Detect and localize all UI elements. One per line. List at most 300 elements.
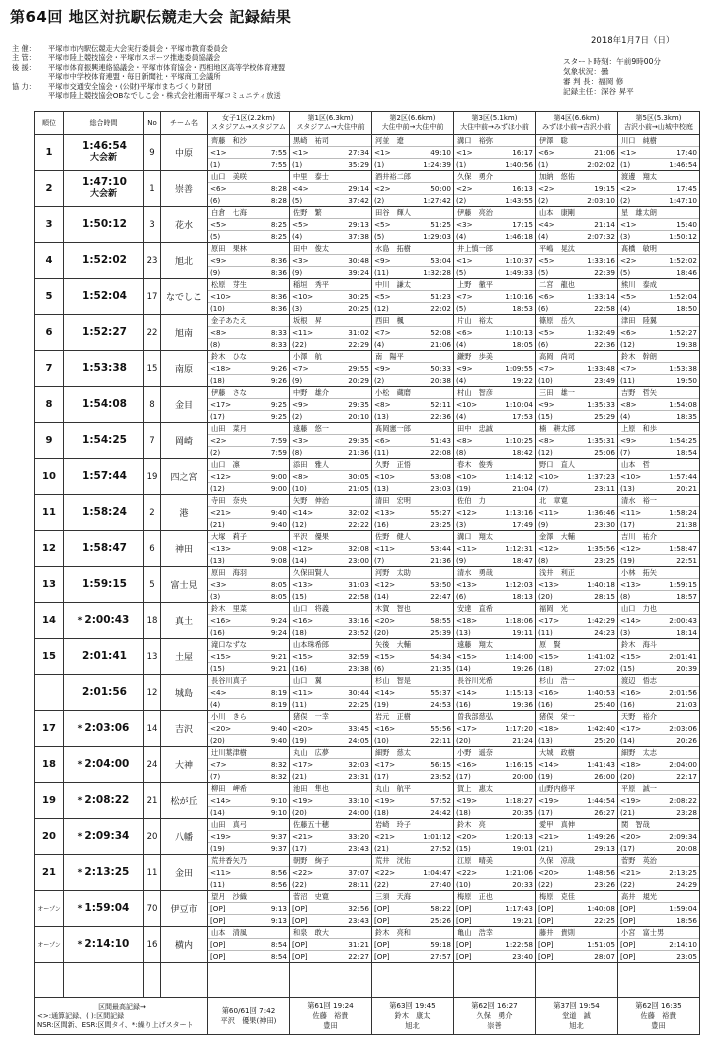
rank-cell: 15 <box>35 639 64 675</box>
section-cell <box>536 459 618 495</box>
runner-name: 関 智哉 <box>618 819 699 831</box>
section-record-time: (8) 8:33 <box>210 340 287 349</box>
section-cell <box>208 351 290 387</box>
section-record-time: (11) 1:32:28 <box>374 268 451 277</box>
section-cell <box>290 243 372 279</box>
cumulative-record: <15> 1:14:00 <box>456 652 533 661</box>
section-cell <box>454 531 536 567</box>
section-cell <box>454 351 536 387</box>
cumulative-record: <14> 1:41:43 <box>538 760 615 769</box>
organizer-line: 主 管： 平塚市陸上競技協会・平塚市スポーツ推進委員協議会 <box>12 53 221 63</box>
runner-name: 溝口 翔太 <box>454 531 535 543</box>
section-cell <box>454 567 536 603</box>
cumulative-record: <16> 55:56 <box>374 724 451 733</box>
runner-name: 中川 謙太 <box>372 279 453 291</box>
rank-cell: 4 <box>35 243 64 279</box>
section-record-time: (1) 1:40:56 <box>456 160 533 169</box>
runner-name: 細野 太志 <box>618 747 699 759</box>
header-section: 第3区(5.1km) 大住中前→みずほ小前 <box>454 112 536 135</box>
runner-name: 平嶋 晃汰 <box>536 243 617 255</box>
table-row <box>35 711 700 747</box>
team-name: 真土 <box>161 603 208 639</box>
cumulative-record: <15> 9:21 <box>210 652 287 661</box>
section-cell <box>290 459 372 495</box>
section-record-time: (4) 8:19 <box>210 700 287 709</box>
team-number: 17 <box>144 279 161 315</box>
runner-name: 清水 勇哉 <box>454 567 535 579</box>
cumulative-record: <5> 51:25 <box>374 220 451 229</box>
section-record-time: (13) 22:36 <box>374 412 451 421</box>
total-time: * 2:13:25 <box>64 855 144 891</box>
cumulative-record: <18> 2:04:00 <box>620 760 697 769</box>
runner-name: 田谷 輝人 <box>372 207 453 219</box>
runner-name: 金澤 大輔 <box>536 531 617 543</box>
section-cell <box>372 351 454 387</box>
team-name: 神田 <box>161 531 208 567</box>
cumulative-record: <22> 1:04:47 <box>374 868 451 877</box>
runner-name: 山口 凛 <box>208 459 289 471</box>
cumulative-record: [OP] 31:21 <box>292 940 369 949</box>
cumulative-record: <7> 8:32 <box>210 760 287 769</box>
runner-name: 遠藤 翔太 <box>454 639 535 651</box>
cumulative-record: <6> 8:28 <box>210 184 287 193</box>
section-record-time: (4) 21:06 <box>374 340 451 349</box>
cumulative-record: <10> 1:14:12 <box>456 472 533 481</box>
section-record-time: (21) 23:28 <box>620 808 697 817</box>
section-record-time: (16) 23:25 <box>374 520 451 529</box>
runner-name: 岩崎 玲子 <box>372 819 453 831</box>
runner-name: 杉山 浩一 <box>536 675 617 687</box>
section-record-time: (5) 8:25 <box>210 232 287 241</box>
section-cell <box>454 243 536 279</box>
section-cell <box>372 207 454 243</box>
cumulative-record: <11> 30:44 <box>292 688 369 697</box>
section-record-time: (20) 25:39 <box>374 628 451 637</box>
cumulative-record: <8> 52:11 <box>374 400 451 409</box>
cumulative-record: <16> 1:40:53 <box>538 688 615 697</box>
section-cell <box>454 207 536 243</box>
section-cell <box>454 387 536 423</box>
cumulative-record: <21> 9:40 <box>210 508 287 517</box>
runner-name: 山本珠希郎 <box>290 639 371 651</box>
section-cell <box>372 531 454 567</box>
total-time: 1:54:08 <box>64 387 144 423</box>
runner-name: 三須 天海 <box>372 891 453 903</box>
section-cell <box>618 927 700 963</box>
cumulative-record: <9> 53:04 <box>374 256 451 265</box>
total-time: 1:54:25 <box>64 423 144 459</box>
runner-name: 小川 きら <box>208 711 289 723</box>
cumulative-record: <9> 1:09:55 <box>456 364 533 373</box>
runner-name: 津田 陸翼 <box>618 315 699 327</box>
organizer-line: 後 援： 平塚市体育振興連絡協議会・平塚市体育協会・西相地区高等学校体育連盟 <box>12 62 286 72</box>
runner-name: 平原 誠一 <box>618 783 699 795</box>
table-row <box>35 207 700 243</box>
record-label: 区間最高記録→ <box>98 1002 146 1011</box>
section-record-time: (16) 21:03 <box>620 700 697 709</box>
section-record-time: (2) 1:43:55 <box>456 196 533 205</box>
rank-cell: 18 <box>35 747 64 783</box>
cumulative-record: [OP] 1:51:05 <box>538 940 615 949</box>
runner-name: 寺田 奈央 <box>208 495 289 507</box>
team-number: 14 <box>144 711 161 747</box>
section-record-time: (17) 23:52 <box>374 772 451 781</box>
runner-name: 齊藤 和沙 <box>208 135 289 147</box>
section-cell <box>290 855 372 891</box>
runner-name: 長谷川光希 <box>454 675 535 687</box>
section-cell <box>454 783 536 819</box>
runner-name: 二宮 龍也 <box>536 279 617 291</box>
section-record-time: [OP] 28:07 <box>538 952 615 961</box>
team-number: 9 <box>144 135 161 171</box>
cumulative-record: <21> 1:49:26 <box>538 832 615 841</box>
section-record-time: [OP] 22:27 <box>292 952 369 961</box>
section-record-time: (12) 19:38 <box>620 340 697 349</box>
cumulative-record: <2> 7:59 <box>210 436 287 445</box>
section-cell <box>618 675 700 711</box>
cumulative-record: <13> 1:12:03 <box>456 580 533 589</box>
runner-name: 大塚 莉子 <box>208 531 289 543</box>
section-record-time: [OP] 23:43 <box>292 916 369 925</box>
section-record-time: (17) 23:43 <box>292 844 369 853</box>
team-number: 24 <box>144 747 161 783</box>
runner-name: 山口 翼 <box>290 675 371 687</box>
table-row <box>35 243 700 279</box>
runner-name: 矢野 伸治 <box>290 495 371 507</box>
section-cell <box>290 675 372 711</box>
cumulative-record: <12> 53:50 <box>374 580 451 589</box>
section-record-time: (9) 23:30 <box>538 520 615 529</box>
cumulative-record: <21> 1:01:12 <box>374 832 451 841</box>
section-record-time: (17) 26:27 <box>538 808 615 817</box>
section-cell <box>372 315 454 351</box>
team-name: 大神 <box>161 747 208 783</box>
team-number: 20 <box>144 819 161 855</box>
cumulative-record: <20> 9:40 <box>210 724 287 733</box>
runner-name: 丸山 広夢 <box>290 747 371 759</box>
section-cell <box>618 351 700 387</box>
section-cell <box>454 603 536 639</box>
section-record-time: (13) 25:20 <box>538 736 615 745</box>
section-cell <box>454 819 536 855</box>
team-name: 伊豆市 <box>161 891 208 927</box>
section-cell <box>618 171 700 207</box>
runner-name: 遠藤 悠一 <box>290 423 371 435</box>
cumulative-record: <6> 1:33:14 <box>538 292 615 301</box>
cumulative-record: <17> 2:03:06 <box>620 724 697 733</box>
section-record-time: (3) 18:14 <box>620 628 697 637</box>
team-number: 8 <box>144 387 161 423</box>
runner-name: 中野 雄介 <box>290 387 371 399</box>
runner-name: 加納 悠佑 <box>536 171 617 183</box>
cumulative-record: <11> 1:58:24 <box>620 508 697 517</box>
rank-cell: 5 <box>35 279 64 315</box>
section-cell <box>372 423 454 459</box>
section-cell <box>208 315 290 351</box>
section-cell <box>454 495 536 531</box>
cumulative-record: <10> 1:57:44 <box>620 472 697 481</box>
cumulative-record: [OP] 1:17:43 <box>456 904 533 913</box>
team-name: 松が丘 <box>161 783 208 819</box>
rank-cell: 20 <box>35 819 64 855</box>
runner-name: 篠原 岳久 <box>536 315 617 327</box>
runner-name: 荒井 洸佑 <box>372 855 453 867</box>
total-time: * 2:08:22 <box>64 783 144 819</box>
event-date: 2018年1月7日（日） <box>591 36 675 46</box>
section-record-time: (1) 35:29 <box>292 160 369 169</box>
section-record-time: (11) 24:23 <box>538 628 615 637</box>
section-cell <box>372 243 454 279</box>
section-record-time: (10) 22:11 <box>374 736 451 745</box>
cumulative-record: <20> 58:55 <box>374 616 451 625</box>
organizer-line: 主 催： 平塚市市内駅伝競走大会実行委員会・平塚市教育委員会 <box>12 44 228 53</box>
runner-name: 賀上 惠太 <box>454 783 535 795</box>
cumulative-record: <1> 16:17 <box>456 148 533 157</box>
section-cell <box>372 567 454 603</box>
section-record-time: (17) 20:00 <box>456 772 533 781</box>
runner-name: 山田 真弓 <box>208 819 289 831</box>
runner-name: 山本 哲 <box>618 459 699 471</box>
runner-name: 添田 雅人 <box>290 459 371 471</box>
cumulative-record: <3> 29:35 <box>292 436 369 445</box>
runner-name: 中里 泰士 <box>290 171 371 183</box>
table-row <box>35 531 700 567</box>
section-cell <box>618 819 700 855</box>
cumulative-record: <2> 19:15 <box>538 184 615 193</box>
runner-name: 河野 太助 <box>372 567 453 579</box>
section-record-time: (11) 22:25 <box>292 700 369 709</box>
cumulative-record: <1> 49:10 <box>374 148 451 157</box>
section-cell <box>290 387 372 423</box>
section-record-time: (13) 20:21 <box>620 484 697 493</box>
cumulative-record: <17> 1:42:29 <box>538 616 615 625</box>
team-name: 旭北 <box>161 243 208 279</box>
cumulative-record: <19> 1:44:54 <box>538 796 615 805</box>
team-name: 金目 <box>161 387 208 423</box>
runner-name: 伊藤 さな <box>208 387 289 399</box>
section-record: 第63回 19:45 鈴木 康太 旭北 <box>372 998 454 1035</box>
runner-name: 伊藤 亮治 <box>454 207 535 219</box>
cumulative-record: <19> 57:52 <box>374 796 451 805</box>
cumulative-record: <14> 55:37 <box>374 688 451 697</box>
section-record-time: (6) 8:28 <box>210 196 287 205</box>
runner-name: 和泉 敢大 <box>290 927 371 939</box>
section-record-time: (5) 18:46 <box>620 268 697 277</box>
rank-cell: オープン <box>35 927 64 963</box>
section-record-time: (2) 20:38 <box>374 376 451 385</box>
organizers <box>12 44 285 100</box>
runner-name: 河並 遼 <box>372 135 453 147</box>
cumulative-record: <17> 56:15 <box>374 760 451 769</box>
runner-name: 愛甲 真伸 <box>536 819 617 831</box>
section-record-time: (20) 24:00 <box>292 808 369 817</box>
rank-cell: 13 <box>35 567 64 603</box>
cumulative-record: <10> 8:36 <box>210 292 287 301</box>
runner-name: 南 陽平 <box>372 351 453 363</box>
cumulative-record: <16> 1:16:15 <box>456 760 533 769</box>
cumulative-record: <10> 30:25 <box>292 292 369 301</box>
organizer-line: 平塚市中学校体育連盟・毎日新聞社・平塚商工会議所 <box>48 72 221 82</box>
cumulative-record: <16> 2:01:56 <box>620 688 697 697</box>
table-row <box>35 459 700 495</box>
cumulative-record: <13> 1:40:18 <box>538 580 615 589</box>
section-cell <box>290 891 372 927</box>
team-number: 2 <box>144 495 161 531</box>
section-record-time: (11) 22:08 <box>374 448 451 457</box>
section-record-time: (17) 9:25 <box>210 412 287 421</box>
section-cell <box>372 603 454 639</box>
section-record-time: (14) 23:00 <box>292 556 369 565</box>
section-record-time: (4) 2:07:32 <box>538 232 615 241</box>
rank-cell: 17 <box>35 711 64 747</box>
cumulative-record: <1> 27:34 <box>292 148 369 157</box>
cumulative-record: <18> 1:18:06 <box>456 616 533 625</box>
section-record-time: (4) 18:05 <box>456 340 533 349</box>
runner-name: 山本 清風 <box>208 927 289 939</box>
section-record-time: (18) 9:26 <box>210 376 287 385</box>
section-record-time: (2) 7:59 <box>210 448 287 457</box>
team-name: 土屋 <box>161 639 208 675</box>
team-name: 崇善 <box>161 171 208 207</box>
cumulative-record: <19> 9:37 <box>210 832 287 841</box>
team-number: 11 <box>144 855 161 891</box>
rank-cell: 3 <box>35 207 64 243</box>
section-cell <box>290 351 372 387</box>
team-number: 15 <box>144 351 161 387</box>
section-cell <box>208 567 290 603</box>
section-cell <box>536 567 618 603</box>
cumulative-record: <19> 1:18:27 <box>456 796 533 805</box>
cumulative-record: <10> 1:10:04 <box>456 400 533 409</box>
runner-name: 浅井 利正 <box>536 567 617 579</box>
section-cell <box>290 711 372 747</box>
section-record-time: (8) 18:57 <box>620 592 697 601</box>
header-rank: 順位 <box>35 112 64 135</box>
section-record-time: [OP] 19:21 <box>456 916 533 925</box>
section-record-time: (20) 21:24 <box>456 736 533 745</box>
team-name: 中原 <box>161 135 208 171</box>
runner-name: 杉山 智是 <box>372 675 453 687</box>
section-record-time: [OP] 9:13 <box>210 916 287 925</box>
cumulative-record: <3> 17:15 <box>456 220 533 229</box>
section-cell <box>536 675 618 711</box>
cumulative-record: <7> 1:33:48 <box>538 364 615 373</box>
team-number: 18 <box>144 603 161 639</box>
section-record-time: (4) 1:46:18 <box>456 232 533 241</box>
section-record-time: (19) 9:37 <box>210 844 287 853</box>
cumulative-record: <16> 9:24 <box>210 616 287 625</box>
section-record-time: (12) 25:06 <box>538 448 615 457</box>
runner-name: 楠 耕太郎 <box>536 423 617 435</box>
runner-name: 黒崎 祐司 <box>290 135 371 147</box>
cumulative-record: [OP] 1:59:04 <box>620 904 697 913</box>
section-cell <box>454 747 536 783</box>
cumulative-record: <18> 9:26 <box>210 364 287 373</box>
section-cell <box>208 639 290 675</box>
section-record-time: (12) 9:00 <box>210 484 287 493</box>
section-record-time: (15) 20:39 <box>620 664 697 673</box>
runner-name: 望月 沙織 <box>208 891 289 903</box>
section-cell <box>618 423 700 459</box>
runner-name: 藤井 貴則 <box>536 927 617 939</box>
runner-name: 金子あたえ <box>208 315 289 327</box>
section-cell <box>290 171 372 207</box>
runner-name: 吉野 哲矢 <box>618 387 699 399</box>
section-record-time: (13) 23:03 <box>374 484 451 493</box>
section-cell <box>618 279 700 315</box>
section-cell <box>208 207 290 243</box>
section-cell <box>372 675 454 711</box>
runner-name: 梅原 克佳 <box>536 891 617 903</box>
section-cell <box>454 279 536 315</box>
team-number: 70 <box>144 891 161 927</box>
cumulative-record: <17> 9:25 <box>210 400 287 409</box>
runner-name: 山口 美咲 <box>208 171 289 183</box>
runner-name: 猪俣 栄一 <box>536 711 617 723</box>
section-cell <box>290 279 372 315</box>
cumulative-record: [OP] 59:18 <box>374 940 451 949</box>
rank-cell: 7 <box>35 351 64 387</box>
total-time: 1:58:24 <box>64 495 144 531</box>
team-name: 横内 <box>161 927 208 963</box>
runner-name: 星 雄太朗 <box>618 207 699 219</box>
blank-row <box>35 963 700 998</box>
cumulative-record: <5> 1:32:49 <box>538 328 615 337</box>
cumulative-record: [OP] 8:54 <box>210 940 287 949</box>
runner-name: 柳田 岬希 <box>208 783 289 795</box>
total-time: * 2:14:10 <box>64 927 144 963</box>
section-cell <box>290 927 372 963</box>
table-row <box>35 567 700 603</box>
runner-name: 佐藤五十穂 <box>290 819 371 831</box>
section-cell <box>208 711 290 747</box>
section-cell <box>618 495 700 531</box>
cumulative-record: <8> 30:05 <box>292 472 369 481</box>
runner-name: 池田 隼也 <box>290 783 371 795</box>
section-record-time: [OP] 8:54 <box>210 952 287 961</box>
rank-cell: 14 <box>35 603 64 639</box>
runner-name: 村山 智彦 <box>454 387 535 399</box>
section-record-time: (15) 9:21 <box>210 664 287 673</box>
team-number: 19 <box>144 459 161 495</box>
section-record-time: (10) 20:33 <box>456 880 533 889</box>
section-record-time: (3) 1:50:12 <box>620 232 697 241</box>
table-row <box>35 315 700 351</box>
section-record-time: (10) 8:36 <box>210 304 287 313</box>
runner-name: 山口 力也 <box>618 603 699 615</box>
section-cell <box>536 891 618 927</box>
section-record-time: (7) 8:32 <box>210 772 287 781</box>
section-cell <box>536 207 618 243</box>
runner-name: 朝野 絢子 <box>290 855 371 867</box>
runner-name: 渡辺 悟志 <box>618 675 699 687</box>
team-number: 23 <box>144 243 161 279</box>
section-record-time: (3) 17:49 <box>456 520 533 529</box>
section-cell <box>208 495 290 531</box>
cumulative-record: <2> 50:00 <box>374 184 451 193</box>
cumulative-record: [OP] 9:13 <box>210 904 287 913</box>
section-cell <box>454 423 536 459</box>
team-name: 南原 <box>161 351 208 387</box>
section-record-time: [OP] 18:56 <box>620 916 697 925</box>
table-row <box>35 927 700 963</box>
runner-name: 細野 慈太 <box>372 747 453 759</box>
runner-name: 鈴木 亮 <box>454 819 535 831</box>
cumulative-record: <12> 1:13:16 <box>456 508 533 517</box>
section-cell <box>536 711 618 747</box>
start-time: スタート時刻：午前9時00分 <box>563 57 662 66</box>
total-time: * 2:03:06 <box>64 711 144 747</box>
